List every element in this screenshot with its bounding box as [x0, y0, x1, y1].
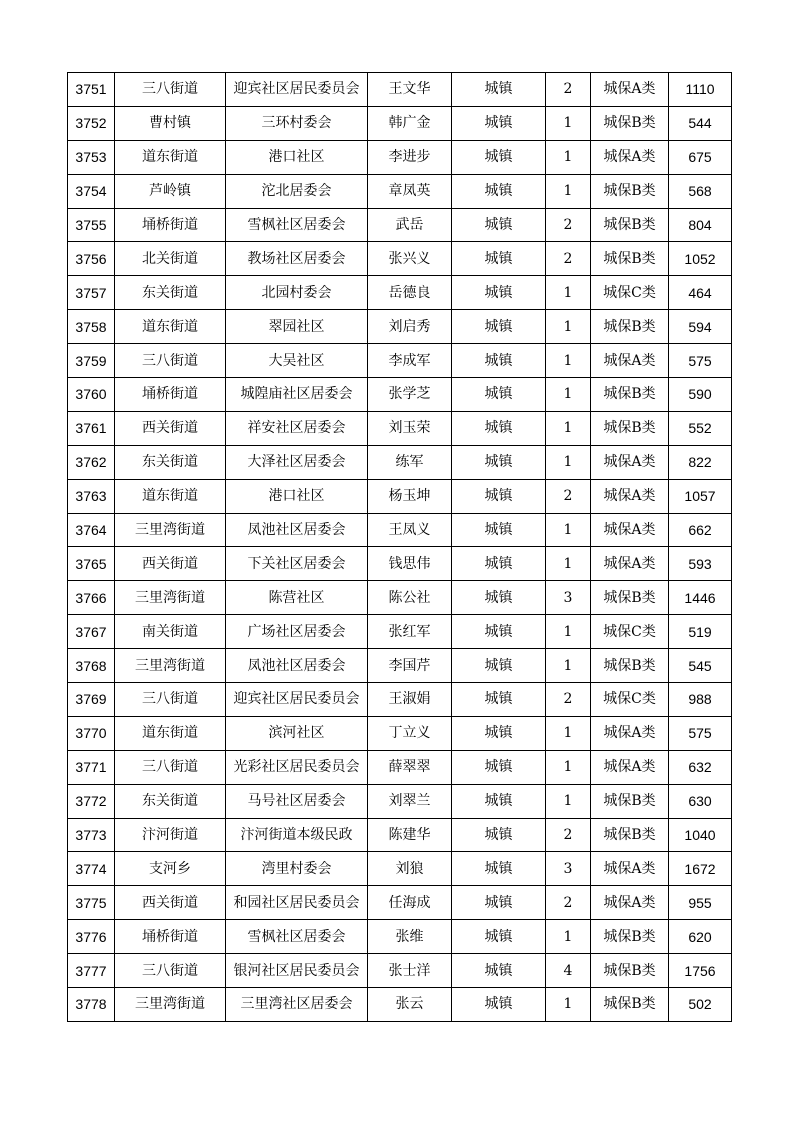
- count-cell: 2: [546, 818, 591, 852]
- street-cell: 三八街道: [115, 73, 226, 107]
- name-cell: 韩广金: [368, 106, 452, 140]
- name-cell: 任海成: [368, 886, 452, 920]
- count-cell: 1: [546, 140, 591, 174]
- community-cell: 广场社区居委会: [226, 615, 368, 649]
- table-row: [68, 276, 732, 310]
- amount-cell: 1040: [669, 818, 732, 852]
- count-cell: 2: [546, 73, 591, 107]
- count-cell: 1: [546, 411, 591, 445]
- street-cell: 道东街道: [115, 479, 226, 513]
- count-cell: 1: [546, 750, 591, 784]
- community-cell: 下关社区居委会: [226, 547, 368, 581]
- name-cell: 练军: [368, 445, 452, 479]
- row-id: 3778: [68, 988, 115, 1022]
- name-cell: 薛翠翠: [368, 750, 452, 784]
- table-row: [68, 954, 732, 988]
- category-cell: 城保A类: [591, 445, 669, 479]
- name-cell: 李成军: [368, 344, 452, 378]
- category-cell: 城保C类: [591, 276, 669, 310]
- count-cell: 1: [546, 784, 591, 818]
- row-id: 3764: [68, 513, 115, 547]
- street-cell: 三里湾街道: [115, 513, 226, 547]
- type-cell: 城镇: [452, 784, 546, 818]
- count-cell: 1: [546, 276, 591, 310]
- category-cell: 城保B类: [591, 784, 669, 818]
- count-cell: 1: [546, 988, 591, 1022]
- street-cell: 北关街道: [115, 242, 226, 276]
- name-cell: 杨玉坤: [368, 479, 452, 513]
- table-row: [68, 852, 732, 886]
- community-cell: 银河社区居民委员会: [226, 954, 368, 988]
- name-cell: 章凤英: [368, 174, 452, 208]
- row-id: 3771: [68, 750, 115, 784]
- type-cell: 城镇: [452, 276, 546, 310]
- name-cell: 武岳: [368, 208, 452, 242]
- type-cell: 城镇: [452, 208, 546, 242]
- type-cell: 城镇: [452, 106, 546, 140]
- name-cell: 刘玉荣: [368, 411, 452, 445]
- category-cell: 城保A类: [591, 344, 669, 378]
- category-cell: 城保A类: [591, 73, 669, 107]
- name-cell: 李国芹: [368, 649, 452, 683]
- amount-cell: 575: [669, 344, 732, 378]
- type-cell: 城镇: [452, 344, 546, 378]
- category-cell: 城保A类: [591, 513, 669, 547]
- name-cell: 李进步: [368, 140, 452, 174]
- community-cell: 和园社区居民委员会: [226, 886, 368, 920]
- amount-cell: 1052: [669, 242, 732, 276]
- type-cell: 城镇: [452, 581, 546, 615]
- count-cell: 3: [546, 852, 591, 886]
- category-cell: 城保B类: [591, 649, 669, 683]
- community-cell: 雪枫社区居委会: [226, 208, 368, 242]
- amount-cell: 804: [669, 208, 732, 242]
- amount-cell: 590: [669, 378, 732, 412]
- name-cell: 张云: [368, 988, 452, 1022]
- name-cell: 刘启秀: [368, 310, 452, 344]
- row-id: 3775: [68, 886, 115, 920]
- community-cell: 陈营社区: [226, 581, 368, 615]
- amount-cell: 632: [669, 750, 732, 784]
- roster-body: [68, 73, 732, 1022]
- category-cell: 城保A类: [591, 886, 669, 920]
- community-cell: 港口社区: [226, 479, 368, 513]
- table-row: [68, 784, 732, 818]
- type-cell: 城镇: [452, 479, 546, 513]
- street-cell: 三八街道: [115, 344, 226, 378]
- count-cell: 3: [546, 581, 591, 615]
- type-cell: 城镇: [452, 920, 546, 954]
- community-cell: 翠园社区: [226, 310, 368, 344]
- count-cell: 1: [546, 344, 591, 378]
- street-cell: 道东街道: [115, 310, 226, 344]
- name-cell: 王凤义: [368, 513, 452, 547]
- community-cell: 光彩社区居民委员会: [226, 750, 368, 784]
- amount-cell: 544: [669, 106, 732, 140]
- amount-cell: 464: [669, 276, 732, 310]
- street-cell: 东关街道: [115, 784, 226, 818]
- row-id: 3755: [68, 208, 115, 242]
- row-id: 3752: [68, 106, 115, 140]
- community-cell: 港口社区: [226, 140, 368, 174]
- name-cell: 陈建华: [368, 818, 452, 852]
- row-id: 3760: [68, 378, 115, 412]
- count-cell: 1: [546, 106, 591, 140]
- amount-cell: 675: [669, 140, 732, 174]
- name-cell: 刘翠兰: [368, 784, 452, 818]
- category-cell: 城保C类: [591, 683, 669, 717]
- table-row: [68, 174, 732, 208]
- amount-cell: 630: [669, 784, 732, 818]
- category-cell: 城保C类: [591, 615, 669, 649]
- table-row: [68, 750, 732, 784]
- amount-cell: 955: [669, 886, 732, 920]
- name-cell: 张兴义: [368, 242, 452, 276]
- community-cell: 城隍庙社区居委会: [226, 378, 368, 412]
- street-cell: 汴河街道: [115, 818, 226, 852]
- count-cell: 1: [546, 615, 591, 649]
- type-cell: 城镇: [452, 73, 546, 107]
- type-cell: 城镇: [452, 649, 546, 683]
- table-row: [68, 683, 732, 717]
- type-cell: 城镇: [452, 513, 546, 547]
- type-cell: 城镇: [452, 378, 546, 412]
- community-cell: 沱北居委会: [226, 174, 368, 208]
- amount-cell: 1110: [669, 73, 732, 107]
- count-cell: 1: [546, 445, 591, 479]
- row-id: 3751: [68, 73, 115, 107]
- amount-cell: 545: [669, 649, 732, 683]
- category-cell: 城保B类: [591, 954, 669, 988]
- count-cell: 1: [546, 547, 591, 581]
- category-cell: 城保B类: [591, 378, 669, 412]
- name-cell: 张维: [368, 920, 452, 954]
- type-cell: 城镇: [452, 547, 546, 581]
- amount-cell: 1672: [669, 852, 732, 886]
- category-cell: 城保A类: [591, 852, 669, 886]
- table-row: [68, 411, 732, 445]
- table-row: [68, 445, 732, 479]
- community-cell: 汴河街道本级民政: [226, 818, 368, 852]
- amount-cell: 988: [669, 683, 732, 717]
- table-row: [68, 479, 732, 513]
- row-id: 3761: [68, 411, 115, 445]
- street-cell: 三八街道: [115, 954, 226, 988]
- table-row: [68, 73, 732, 107]
- row-id: 3776: [68, 920, 115, 954]
- row-id: 3769: [68, 683, 115, 717]
- street-cell: 埇桥街道: [115, 378, 226, 412]
- count-cell: 1: [546, 649, 591, 683]
- type-cell: 城镇: [452, 988, 546, 1022]
- table-row: [68, 140, 732, 174]
- count-cell: 2: [546, 683, 591, 717]
- category-cell: 城保B类: [591, 208, 669, 242]
- street-cell: 东关街道: [115, 276, 226, 310]
- row-id: 3757: [68, 276, 115, 310]
- community-cell: 三环村委会: [226, 106, 368, 140]
- amount-cell: 552: [669, 411, 732, 445]
- row-id: 3772: [68, 784, 115, 818]
- row-id: 3763: [68, 479, 115, 513]
- amount-cell: 593: [669, 547, 732, 581]
- name-cell: 张士洋: [368, 954, 452, 988]
- street-cell: 三里湾街道: [115, 988, 226, 1022]
- type-cell: 城镇: [452, 818, 546, 852]
- row-id: 3762: [68, 445, 115, 479]
- table-row: [68, 886, 732, 920]
- table-row: [68, 716, 732, 750]
- table-row: [68, 988, 732, 1022]
- table-row: [68, 513, 732, 547]
- table-row: [68, 378, 732, 412]
- row-id: 3765: [68, 547, 115, 581]
- row-id: 3768: [68, 649, 115, 683]
- community-cell: 马号社区居委会: [226, 784, 368, 818]
- count-cell: 1: [546, 310, 591, 344]
- name-cell: 钱思伟: [368, 547, 452, 581]
- street-cell: 三八街道: [115, 683, 226, 717]
- name-cell: 刘狼: [368, 852, 452, 886]
- row-id: 3759: [68, 344, 115, 378]
- community-cell: 祥安社区居委会: [226, 411, 368, 445]
- street-cell: 南关街道: [115, 615, 226, 649]
- community-cell: 滨河社区: [226, 716, 368, 750]
- street-cell: 西关街道: [115, 547, 226, 581]
- category-cell: 城保A类: [591, 716, 669, 750]
- table-row: [68, 920, 732, 954]
- street-cell: 道东街道: [115, 140, 226, 174]
- amount-cell: 822: [669, 445, 732, 479]
- row-id: 3753: [68, 140, 115, 174]
- type-cell: 城镇: [452, 750, 546, 784]
- community-cell: 教场社区居委会: [226, 242, 368, 276]
- type-cell: 城镇: [452, 242, 546, 276]
- street-cell: 芦岭镇: [115, 174, 226, 208]
- type-cell: 城镇: [452, 174, 546, 208]
- name-cell: 岳德良: [368, 276, 452, 310]
- row-id: 3774: [68, 852, 115, 886]
- category-cell: 城保A类: [591, 750, 669, 784]
- type-cell: 城镇: [452, 310, 546, 344]
- table-row: [68, 649, 732, 683]
- type-cell: 城镇: [452, 954, 546, 988]
- amount-cell: 662: [669, 513, 732, 547]
- category-cell: 城保B类: [591, 920, 669, 954]
- table-row: [68, 344, 732, 378]
- amount-cell: 519: [669, 615, 732, 649]
- community-cell: 三里湾社区居委会: [226, 988, 368, 1022]
- row-id: 3754: [68, 174, 115, 208]
- category-cell: 城保A类: [591, 140, 669, 174]
- category-cell: 城保B类: [591, 242, 669, 276]
- type-cell: 城镇: [452, 615, 546, 649]
- type-cell: 城镇: [452, 716, 546, 750]
- table-row: [68, 581, 732, 615]
- community-cell: 凤池社区居委会: [226, 649, 368, 683]
- count-cell: 1: [546, 378, 591, 412]
- community-cell: 大泽社区居委会: [226, 445, 368, 479]
- row-id: 3777: [68, 954, 115, 988]
- table-row: [68, 106, 732, 140]
- name-cell: 王文华: [368, 73, 452, 107]
- count-cell: 2: [546, 886, 591, 920]
- count-cell: 1: [546, 513, 591, 547]
- community-cell: 北园村委会: [226, 276, 368, 310]
- type-cell: 城镇: [452, 683, 546, 717]
- name-cell: 王淑娟: [368, 683, 452, 717]
- table-row: [68, 818, 732, 852]
- name-cell: 陈公社: [368, 581, 452, 615]
- street-cell: 三里湾街道: [115, 581, 226, 615]
- street-cell: 西关街道: [115, 886, 226, 920]
- amount-cell: 1057: [669, 479, 732, 513]
- count-cell: 1: [546, 920, 591, 954]
- table-row: [68, 615, 732, 649]
- amount-cell: 594: [669, 310, 732, 344]
- amount-cell: 575: [669, 716, 732, 750]
- category-cell: 城保B类: [591, 174, 669, 208]
- table-row: [68, 547, 732, 581]
- amount-cell: 1446: [669, 581, 732, 615]
- row-id: 3758: [68, 310, 115, 344]
- row-id: 3766: [68, 581, 115, 615]
- name-cell: 张红军: [368, 615, 452, 649]
- type-cell: 城镇: [452, 140, 546, 174]
- community-cell: 湾里村委会: [226, 852, 368, 886]
- table-row: [68, 242, 732, 276]
- count-cell: 2: [546, 208, 591, 242]
- category-cell: 城保B类: [591, 106, 669, 140]
- amount-cell: 620: [669, 920, 732, 954]
- name-cell: 丁立义: [368, 716, 452, 750]
- table-row: [68, 208, 732, 242]
- street-cell: 支河乡: [115, 852, 226, 886]
- community-cell: 雪枫社区居委会: [226, 920, 368, 954]
- community-cell: 大吴社区: [226, 344, 368, 378]
- table-row: [68, 310, 732, 344]
- street-cell: 道东街道: [115, 716, 226, 750]
- community-cell: 凤池社区居委会: [226, 513, 368, 547]
- type-cell: 城镇: [452, 445, 546, 479]
- row-id: 3770: [68, 716, 115, 750]
- count-cell: 4: [546, 954, 591, 988]
- row-id: 3773: [68, 818, 115, 852]
- category-cell: 城保B类: [591, 818, 669, 852]
- name-cell: 张学芝: [368, 378, 452, 412]
- count-cell: 2: [546, 242, 591, 276]
- street-cell: 曹村镇: [115, 106, 226, 140]
- amount-cell: 1756: [669, 954, 732, 988]
- street-cell: 东关街道: [115, 445, 226, 479]
- category-cell: 城保B类: [591, 310, 669, 344]
- type-cell: 城镇: [452, 886, 546, 920]
- community-cell: 迎宾社区居民委员会: [226, 683, 368, 717]
- category-cell: 城保A类: [591, 547, 669, 581]
- street-cell: 埇桥街道: [115, 920, 226, 954]
- street-cell: 三八街道: [115, 750, 226, 784]
- community-cell: 迎宾社区居民委员会: [226, 73, 368, 107]
- roster-table: [67, 72, 732, 1022]
- street-cell: 三里湾街道: [115, 649, 226, 683]
- category-cell: 城保A类: [591, 479, 669, 513]
- type-cell: 城镇: [452, 852, 546, 886]
- type-cell: 城镇: [452, 411, 546, 445]
- row-id: 3767: [68, 615, 115, 649]
- street-cell: 埇桥街道: [115, 208, 226, 242]
- row-id: 3756: [68, 242, 115, 276]
- category-cell: 城保B类: [591, 988, 669, 1022]
- amount-cell: 502: [669, 988, 732, 1022]
- category-cell: 城保B类: [591, 581, 669, 615]
- count-cell: 1: [546, 716, 591, 750]
- count-cell: 1: [546, 174, 591, 208]
- amount-cell: 568: [669, 174, 732, 208]
- street-cell: 西关街道: [115, 411, 226, 445]
- category-cell: 城保B类: [591, 411, 669, 445]
- count-cell: 2: [546, 479, 591, 513]
